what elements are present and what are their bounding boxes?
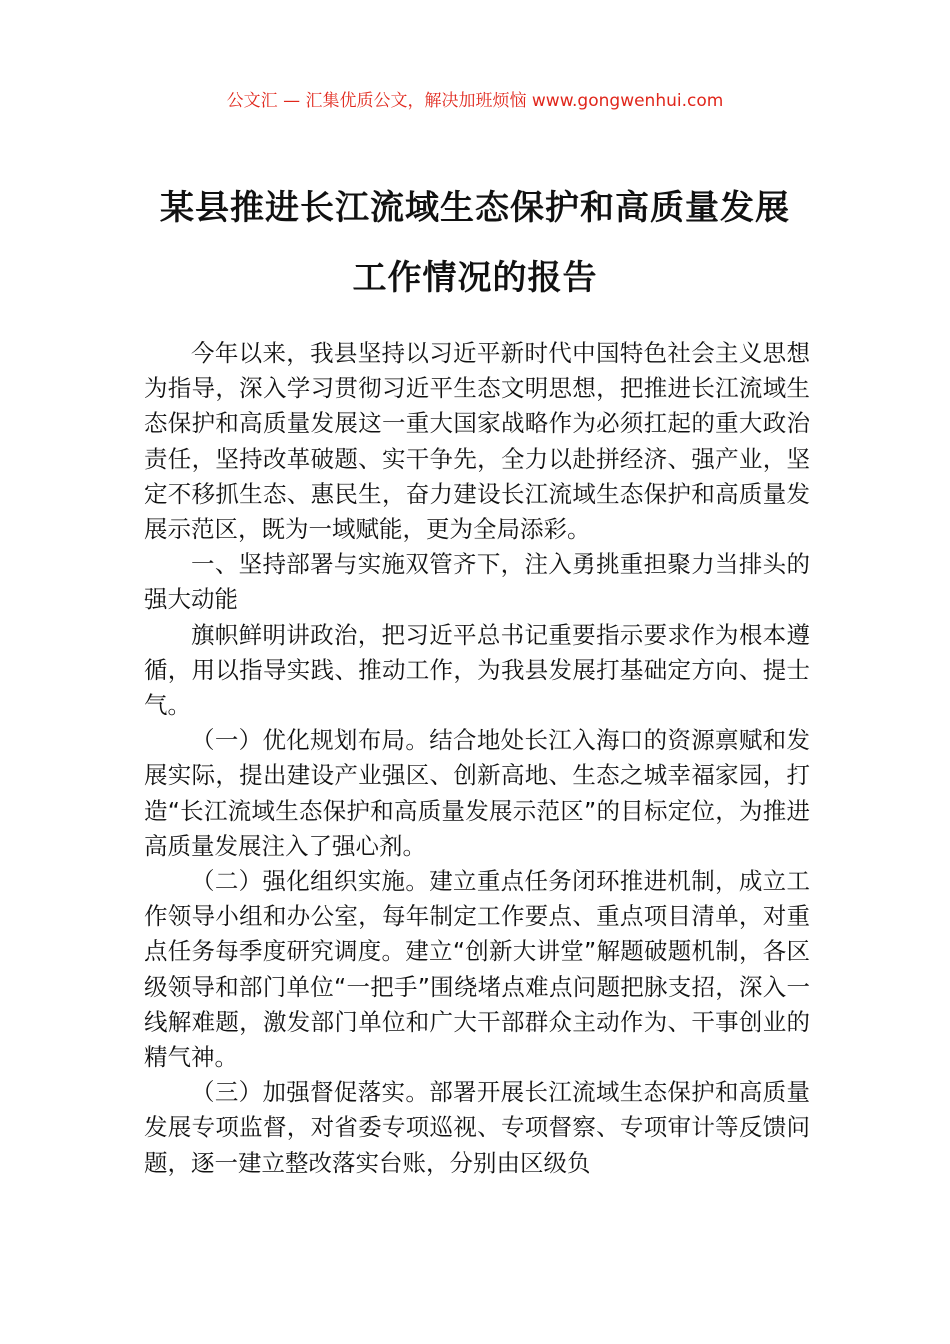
paragraph-item-2: （二）强化组织实施。建立重点任务闭环推进机制，成立工作领导小组和办公室，每年制定工作要点、重点项目清单，对重点任务每季度研究调度。建立“创新大讲堂”解题破题机制，各区级领导和部门单位“一把手”围绕堵点难点问题把脉支招，深入一线解难题，激发部门单位和广大干部群众主动作为、干事创业的精气神。: [144, 867, 810, 1072]
header-banner: 公文汇 — 汇集优质公文，解决加班烦恼 www.gongwenhui.com: [226, 91, 724, 111]
document-title-line2: 工作情况的报告: [352, 258, 598, 298]
document-body: [144, 336, 810, 1181]
paragraph-item-1: （一）优化规划布局。结合地处长江入海口的资源禀赋和发展实际，提出建设产业强区、创新高地、生态之城幸福家园，打造“长江流域生态保护和高质量发展示范区”的目标定位，为推进高质量发展注入了强心剂。: [144, 726, 810, 860]
paragraph-intro: 今年以来，我县坚持以习近平新时代中国特色社会主义思想为指导，深入学习贯彻习近平生态文明思想，把推进长江流域生态保护和高质量发展这一重大国家战略作为必须扛起的重大政治责任，坚持改革破题、实干争先，全力以赴拼经济、强产业，坚定不移抓生态、惠民生，奋力建设长江流域生态保护和高质量发展示范区，既为一域赋能，更为全局添彩。: [144, 339, 810, 544]
paragraph-section-1-intro: 旗帜鲜明讲政治，把习近平总书记重要指示要求作为根本遵循，用以指导实践、推动工作，为我县发展打基础定方向、提士气。: [144, 620, 810, 720]
document-title-line1: 某县推进长江流域生态保护和高质量发展: [160, 188, 790, 228]
paragraph-item-3: （三）加强督促落实。部署开展长江流域生态保护和高质量发展专项监督，对省委专项巡视、专项督察、专项审计等反馈问题，逐一建立整改落实台账，分别由区级负: [144, 1078, 810, 1177]
section-heading-1: 一、坚持部署与实施双管齐下，注入勇挑重担聚力当排头的强大动能: [144, 550, 810, 614]
